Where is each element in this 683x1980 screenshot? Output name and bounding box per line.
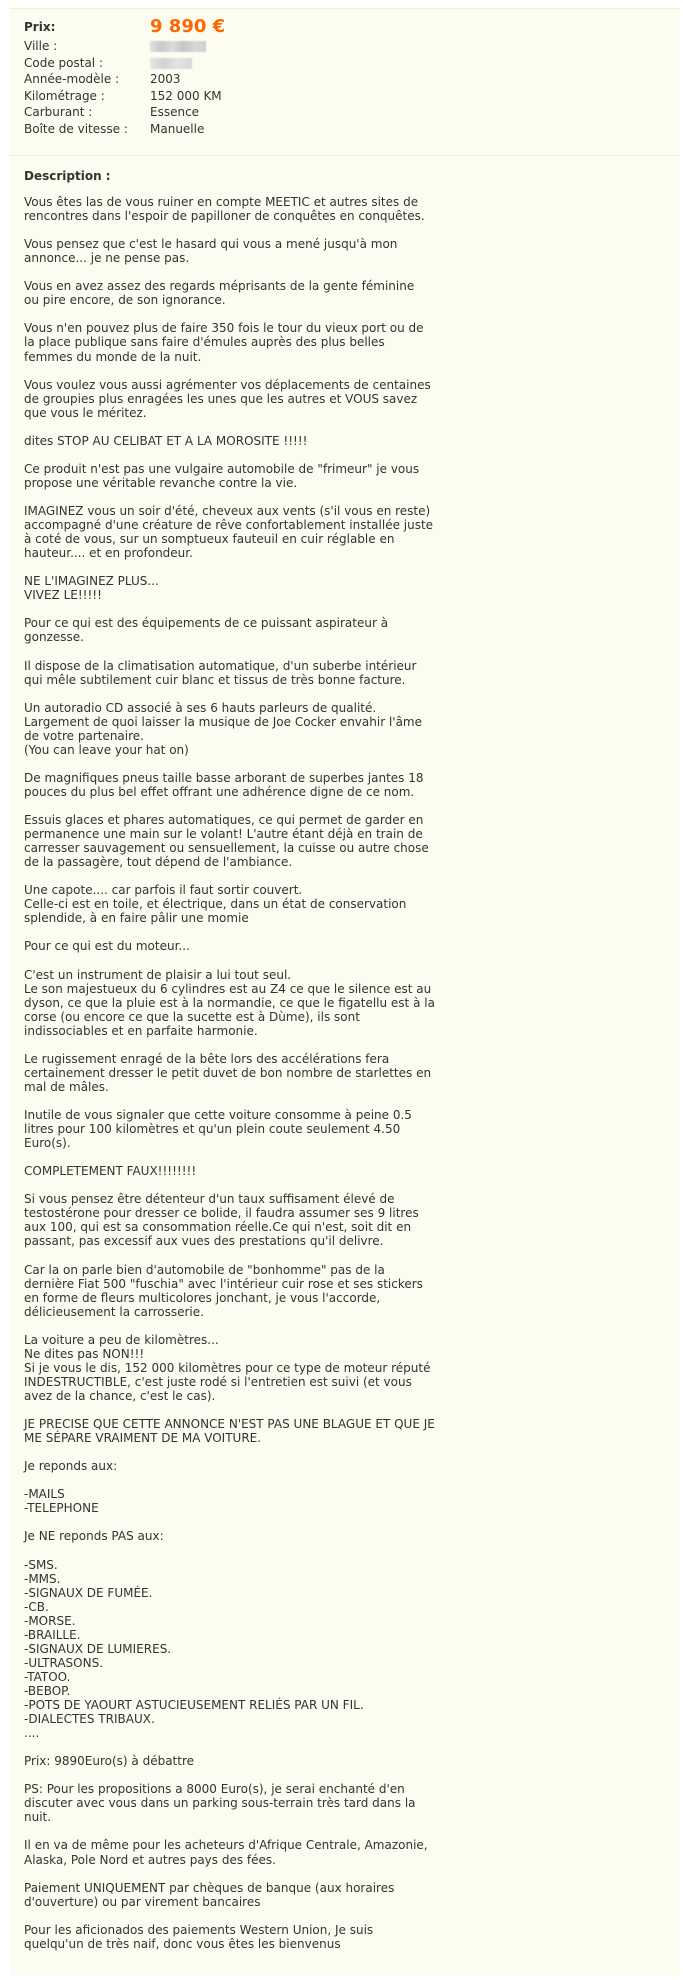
- spec-row-mileage: [24, 88, 464, 105]
- price-label: Prix:: [24, 20, 56, 34]
- description-title: Description :: [24, 169, 111, 183]
- year-label: Année-modèle :: [24, 72, 120, 86]
- description-body: Vous êtes las de vous ruiner en compte MEETIC et autres sites de rencontres dans l'espoir de papilloner de conquêtes en conquêtes. Vous pensez que c'est le hasard qui vous a mené jusqu'à mon annonce... je ne pense pas. Vous en avez assez des regards méprisants de la gente féminine ou pire encore, de son ignorance. Vous n'en pouvez plus de faire 350 fois le tour du vieux port ou de la place publique sans faire d'émules auprès des plus belles femmes du monde de la nuit. Vous voulez vous aussi agrémenter vos déplacements de centaines de groupies plus enragées les unes que les autres et VOUS savez que vous le méritez. dites STOP AU CELIBAT ET A LA MOROSITE !!!!! Ce produit n'est pas une vulgaire automobile de "frimeur" je vous propose une véritable revanche contre la vie. IMAGINEZ vous un soir d'été, cheveux aux vents (s'il vous en reste) accompagné d'une créature de rêve confortablement installée juste à coté de vous, sur un somptueux fauteuil en cuir réglable en hauteur.... et en profondeur. NE L'IMAGINEZ PLUS... VIVEZ LE!!!!! Pour ce qui est des équipements de ce puissant aspirateur à gonzesse. Il dispose de la climatisation automatique, d'un suberbe intérieur qui mêle subtilement cuir blanc et tissus de très bonne facture. Un autoradio CD associé à ses 6 hauts parleurs de qualité. Largement de quoi laisser la musique de Joe Cocker envahir l'âme de votre partenaire. (You can leave your hat on) De magnifiques pneus taille basse arborant de superbes jantes 18 pouces du plus bel effet offrant une adhérence digne de ce nom. Essuis glaces et phares automatiques, ce qui permet de garder en permanence une main sur le volant! L'autre étant déjà en train de carresser sauvagement ou sensuellement, la cuisse ou autre chose de la passagère, tout dépend de l'ambiance. Une capote.... car parfois il faut sortir couvert. Celle-ci est en toile, et électrique, dans un état de conservation splendide, à en faire pâlir une momie Pour ce qui est du moteur... C'est un instrument de plaisir a lui tout seul. Le son majestueux du 6 cylindres est au Z4 ce que le silence est au dyson, ce que la pluie est à la normandie, ce que le figatellu est à la corse (ou encore ce que la sucette est à Dùme), ils sont indissociables et en parfaite harmonie. Le rugissement enragé de la bête lors des accélérations fera certainement dresser le petit duvet de bon nombre de starlettes en mal de mâles. Inutile de vous signaler que cette voiture consomme à peine 0.5 litres pour 100 kilomètres et qu'un plein coute seulement 4.50 Euro(s). COMPLETEMENT FAUX!!!!!!!! Si vous pensez être détenteur d'un taux suffisament élevé de testostérone pour dresser ce bolide, il faudra assumer ses 9 litres aux 100, qui est sa consommation réelle.Ce qui n'est, soit dit en passant, pas excessif aux vues des prestations qu'il delivre. Car la on parle bien d'automobile de "bonhomme" pas de la dernière Fiat 500 "fuschia" avec l'intérieur cuir rose et ses stickers en forme de fleurs multicolores jonchant, je vous l'accorde, délicieusement la carrosserie. La voiture a peu de kilomètres... Ne dites pas NON!!! Si je vous le dis, 152 000 kilomètres pour ce type de moteur réputé INDESTRUCTIBLE, c'est juste rodé si l'entretien est suivi (et vous avez de la chance, c'est le cas). JE PRECISE QUE CETTE ANNONCE N'EST PAS UNE BLAGUE ET QUE JE ME SÉPARE VRAIMENT DE MA VOITURE. Je reponds aux: -MAILS -TELEPHONE Je NE reponds PAS aux: -SMS. -MMS. -SIGNAUX DE FUMÉE. -CB. -MORSE. -BRAILLE. -SIGNAUX DE LUMIERES. -ULTRASONS. -TATOO. -BEBOP. -POTS DE YAOURT ASTUCIEUSEMENT RELIÉS PAR UN FIL. -DIALECTES TRIBAUX. .... Prix: 9890Euro(s) à débattre PS: Pour les propositions a 8000 Euro(s), je serai enchanté d'en discuter avec vous dans un parking sous-terrain très tard dans la nuit. Il en va de même pour les acheteurs d'Afrique Centrale, Amazonie, Alaska, Pole Nord et autres pays des fées. Paiement UNIQUEMENT par chèques de banque (aux horaires d'ouverture) ou par virement bancaires Pour les aficionados des paiements Western Union, Je suis quelqu'un de très naif, donc vous êtes les bienvenus: [24, 195, 435, 1951]
- price-value: 9 890 €: [150, 16, 226, 37]
- spec-row-city: [24, 38, 464, 55]
- ad-panel: [10, 8, 680, 1975]
- mileage-value: 152 000 KM: [150, 88, 222, 103]
- spec-table: [24, 17, 464, 137]
- city-value-redacted: [150, 38, 206, 56]
- gearbox-label: Boîte de vitesse :: [24, 121, 128, 136]
- section-divider: [10, 155, 680, 156]
- spec-row-year: [24, 71, 464, 88]
- mileage-label: Kilométrage :: [24, 88, 105, 103]
- spec-row-postal: [24, 55, 464, 72]
- city-label: Ville :: [24, 39, 58, 53]
- postal-value-redacted: [150, 55, 192, 73]
- year-value: 2003: [150, 72, 181, 86]
- spec-row-fuel: [24, 104, 464, 121]
- postal-label: Code postal :: [24, 55, 103, 70]
- fuel-label: Carburant :: [24, 105, 93, 119]
- gearbox-value: Manuelle: [150, 121, 205, 136]
- spec-row-price: [24, 17, 464, 38]
- fuel-value: Essence: [150, 105, 200, 119]
- spec-row-gearbox: [24, 121, 464, 138]
